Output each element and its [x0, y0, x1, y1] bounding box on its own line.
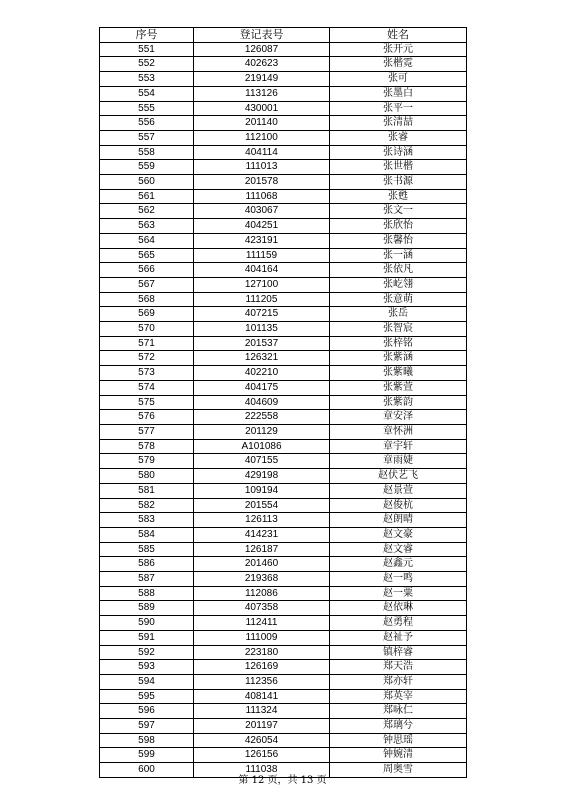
cell-name: 张世楷	[330, 160, 467, 175]
table-row	[100, 674, 467, 689]
cell-serial-number: 575	[100, 395, 194, 410]
table-row	[100, 292, 467, 307]
cell-registration-number: 407155	[194, 454, 330, 469]
table-row	[100, 586, 467, 601]
cell-registration-number: 403067	[194, 204, 330, 219]
cell-serial-number: 578	[100, 439, 194, 454]
cell-serial-number: 553	[100, 72, 194, 87]
cell-registration-number: 126187	[194, 542, 330, 557]
cell-registration-number: 201129	[194, 424, 330, 439]
cell-registration-number: 112411	[194, 616, 330, 631]
cell-serial-number: 573	[100, 366, 194, 381]
cell-serial-number: 568	[100, 292, 194, 307]
cell-serial-number: 591	[100, 630, 194, 645]
cell-registration-number: 127100	[194, 277, 330, 292]
cell-name: 张紫萱	[330, 380, 467, 395]
cell-registration-number: 201197	[194, 719, 330, 734]
cell-registration-number: 126113	[194, 513, 330, 528]
cell-name: 张馨怡	[330, 233, 467, 248]
cell-name: 赵伏艺飞	[330, 469, 467, 484]
cell-name: 张清喆	[330, 116, 467, 131]
table-row	[100, 439, 467, 454]
table-row	[100, 557, 467, 572]
cell-serial-number: 589	[100, 601, 194, 616]
cell-registration-number: 223180	[194, 645, 330, 660]
table-row	[100, 160, 467, 175]
cell-serial-number: 572	[100, 351, 194, 366]
cell-name: 赵鑫元	[330, 557, 467, 572]
cell-serial-number: 554	[100, 86, 194, 101]
cell-name: 张楷霓	[330, 57, 467, 72]
cell-serial-number: 590	[100, 616, 194, 631]
table-row	[100, 42, 467, 57]
cell-registration-number: 429198	[194, 469, 330, 484]
table-row	[100, 513, 467, 528]
cell-name: 赵依琳	[330, 601, 467, 616]
cell-registration-number: 112086	[194, 586, 330, 601]
cell-registration-number: 111009	[194, 630, 330, 645]
header-registration-number: 登记表号	[194, 28, 330, 43]
cell-registration-number: 201537	[194, 336, 330, 351]
table-row	[100, 86, 467, 101]
table-row	[100, 410, 467, 425]
table-row	[100, 630, 467, 645]
cell-registration-number: 126321	[194, 351, 330, 366]
table-row	[100, 498, 467, 513]
cell-serial-number: 560	[100, 175, 194, 190]
cell-serial-number: 569	[100, 307, 194, 322]
cell-name: 张欣怡	[330, 219, 467, 234]
cell-name: 郑咏仁	[330, 704, 467, 719]
cell-registration-number: 111068	[194, 189, 330, 204]
cell-registration-number: 404114	[194, 145, 330, 160]
table-row	[100, 101, 467, 116]
table-row	[100, 307, 467, 322]
cell-name: 周奥雪	[330, 763, 467, 778]
cell-registration-number: 126156	[194, 748, 330, 763]
cell-registration-number: 414231	[194, 527, 330, 542]
cell-name: 张诗涵	[330, 145, 467, 160]
cell-name: 赵文豪	[330, 527, 467, 542]
cell-serial-number: 558	[100, 145, 194, 160]
table-row	[100, 719, 467, 734]
header-name: 姓名	[330, 28, 467, 43]
cell-name: 郑英宰	[330, 689, 467, 704]
table-row	[100, 469, 467, 484]
page-number-footer: 第 12 页，共 13 页	[238, 775, 327, 786]
table-row	[100, 542, 467, 557]
cell-name: 赵一粟	[330, 586, 467, 601]
table-row	[100, 277, 467, 292]
table-row	[100, 189, 467, 204]
cell-registration-number: 111038	[194, 763, 330, 778]
cell-registration-number: 111013	[194, 160, 330, 175]
table-row	[100, 204, 467, 219]
cell-serial-number: 581	[100, 483, 194, 498]
cell-serial-number: 564	[100, 233, 194, 248]
cell-name: 张平一	[330, 101, 467, 116]
cell-name: 张书源	[330, 175, 467, 190]
cell-registration-number: 404175	[194, 380, 330, 395]
cell-registration-number: 219368	[194, 572, 330, 587]
cell-registration-number: 408141	[194, 689, 330, 704]
cell-serial-number: 574	[100, 380, 194, 395]
cell-serial-number: 584	[100, 527, 194, 542]
table-row	[100, 601, 467, 616]
table-row	[100, 175, 467, 190]
table-row	[100, 322, 467, 337]
cell-serial-number: 592	[100, 645, 194, 660]
cell-serial-number: 559	[100, 160, 194, 175]
registration-table	[99, 27, 467, 778]
table-row	[100, 527, 467, 542]
cell-serial-number: 596	[100, 704, 194, 719]
table-row	[100, 733, 467, 748]
cell-registration-number: 101135	[194, 322, 330, 337]
table-row	[100, 660, 467, 675]
cell-serial-number: 562	[100, 204, 194, 219]
cell-registration-number: 112356	[194, 674, 330, 689]
cell-serial-number: 579	[100, 454, 194, 469]
table-row	[100, 616, 467, 631]
cell-serial-number: 599	[100, 748, 194, 763]
table-row	[100, 748, 467, 763]
cell-registration-number: 402210	[194, 366, 330, 381]
cell-name: 张紫曦	[330, 366, 467, 381]
cell-name: 张屹翎	[330, 277, 467, 292]
cell-name: 张一涵	[330, 248, 467, 263]
cell-name: 张岳	[330, 307, 467, 322]
table-row	[100, 704, 467, 719]
cell-registration-number: 404609	[194, 395, 330, 410]
cell-name: 赵俊杭	[330, 498, 467, 513]
cell-serial-number: 586	[100, 557, 194, 572]
cell-name: 赵文睿	[330, 542, 467, 557]
cell-registration-number: 219149	[194, 72, 330, 87]
cell-serial-number: 595	[100, 689, 194, 704]
cell-name: 张紫韵	[330, 395, 467, 410]
cell-registration-number: 112100	[194, 130, 330, 145]
cell-name: 张睿	[330, 130, 467, 145]
cell-name: 张紫涵	[330, 351, 467, 366]
cell-registration-number: 109194	[194, 483, 330, 498]
table-row	[100, 248, 467, 263]
cell-serial-number: 571	[100, 336, 194, 351]
cell-serial-number: 565	[100, 248, 194, 263]
cell-serial-number: 556	[100, 116, 194, 131]
cell-name: 章怀洲	[330, 424, 467, 439]
cell-serial-number: 552	[100, 57, 194, 72]
cell-serial-number: 600	[100, 763, 194, 778]
cell-registration-number: 111159	[194, 248, 330, 263]
cell-name: 张墨白	[330, 86, 467, 101]
table-row	[100, 454, 467, 469]
cell-name: 赵朗晴	[330, 513, 467, 528]
cell-registration-number: 201140	[194, 116, 330, 131]
cell-serial-number: 566	[100, 263, 194, 278]
table-row	[100, 395, 467, 410]
cell-registration-number: 111324	[194, 704, 330, 719]
cell-registration-number: 407358	[194, 601, 330, 616]
cell-name: 章安泽	[330, 410, 467, 425]
cell-serial-number: 557	[100, 130, 194, 145]
table-row	[100, 219, 467, 234]
cell-name: 张梓铭	[330, 336, 467, 351]
cell-registration-number: 201554	[194, 498, 330, 513]
cell-serial-number: 551	[100, 42, 194, 57]
cell-serial-number: 594	[100, 674, 194, 689]
cell-name: 镇梓睿	[330, 645, 467, 660]
cell-name: 郑璃兮	[330, 719, 467, 734]
table-row	[100, 380, 467, 395]
cell-registration-number: 423191	[194, 233, 330, 248]
table-row	[100, 263, 467, 278]
cell-registration-number: 404251	[194, 219, 330, 234]
cell-name: 张甦	[330, 189, 467, 204]
cell-name: 张智宸	[330, 322, 467, 337]
table-row	[100, 483, 467, 498]
cell-name: 章雨婕	[330, 454, 467, 469]
header-serial-number: 序号	[100, 28, 194, 43]
cell-name: 张可	[330, 72, 467, 87]
table-row	[100, 336, 467, 351]
cell-registration-number: 126087	[194, 42, 330, 57]
cell-name: 郑亦轩	[330, 674, 467, 689]
cell-serial-number: 588	[100, 586, 194, 601]
cell-registration-number: 426054	[194, 733, 330, 748]
cell-name: 赵景萱	[330, 483, 467, 498]
table-body	[100, 42, 467, 777]
cell-serial-number: 587	[100, 572, 194, 587]
cell-name: 张文一	[330, 204, 467, 219]
cell-name: 张意萌	[330, 292, 467, 307]
cell-registration-number: A101086	[194, 439, 330, 454]
table-row	[100, 351, 467, 366]
table-row	[100, 689, 467, 704]
table-row	[100, 572, 467, 587]
cell-name: 张依凡	[330, 263, 467, 278]
cell-registration-number: 113126	[194, 86, 330, 101]
table-row	[100, 233, 467, 248]
cell-serial-number: 580	[100, 469, 194, 484]
cell-serial-number: 576	[100, 410, 194, 425]
cell-serial-number: 582	[100, 498, 194, 513]
table-row	[100, 72, 467, 87]
cell-registration-number: 407215	[194, 307, 330, 322]
cell-serial-number: 598	[100, 733, 194, 748]
cell-registration-number: 111205	[194, 292, 330, 307]
cell-serial-number: 577	[100, 424, 194, 439]
cell-serial-number: 555	[100, 101, 194, 116]
table-row	[100, 424, 467, 439]
cell-serial-number: 593	[100, 660, 194, 675]
cell-serial-number: 585	[100, 542, 194, 557]
cell-registration-number: 201460	[194, 557, 330, 572]
cell-name: 章宇轩	[330, 439, 467, 454]
cell-name: 钟婉清	[330, 748, 467, 763]
cell-name: 钟思瑶	[330, 733, 467, 748]
cell-name: 郑天浩	[330, 660, 467, 675]
cell-name: 赵祉予	[330, 630, 467, 645]
table-row	[100, 116, 467, 131]
cell-serial-number: 567	[100, 277, 194, 292]
cell-serial-number: 561	[100, 189, 194, 204]
cell-name: 张开元	[330, 42, 467, 57]
cell-registration-number: 126169	[194, 660, 330, 675]
cell-registration-number: 402623	[194, 57, 330, 72]
cell-serial-number: 597	[100, 719, 194, 734]
cell-serial-number: 570	[100, 322, 194, 337]
cell-serial-number: 563	[100, 219, 194, 234]
cell-name: 赵勇程	[330, 616, 467, 631]
cell-registration-number: 201578	[194, 175, 330, 190]
cell-name: 赵一鸣	[330, 572, 467, 587]
table-row	[100, 645, 467, 660]
cell-registration-number: 430001	[194, 101, 330, 116]
table-row	[100, 130, 467, 145]
cell-serial-number: 583	[100, 513, 194, 528]
cell-registration-number: 404164	[194, 263, 330, 278]
cell-registration-number: 222558	[194, 410, 330, 425]
table-row	[100, 366, 467, 381]
table-header-row	[100, 28, 467, 43]
table-row	[100, 145, 467, 160]
table-row	[100, 57, 467, 72]
